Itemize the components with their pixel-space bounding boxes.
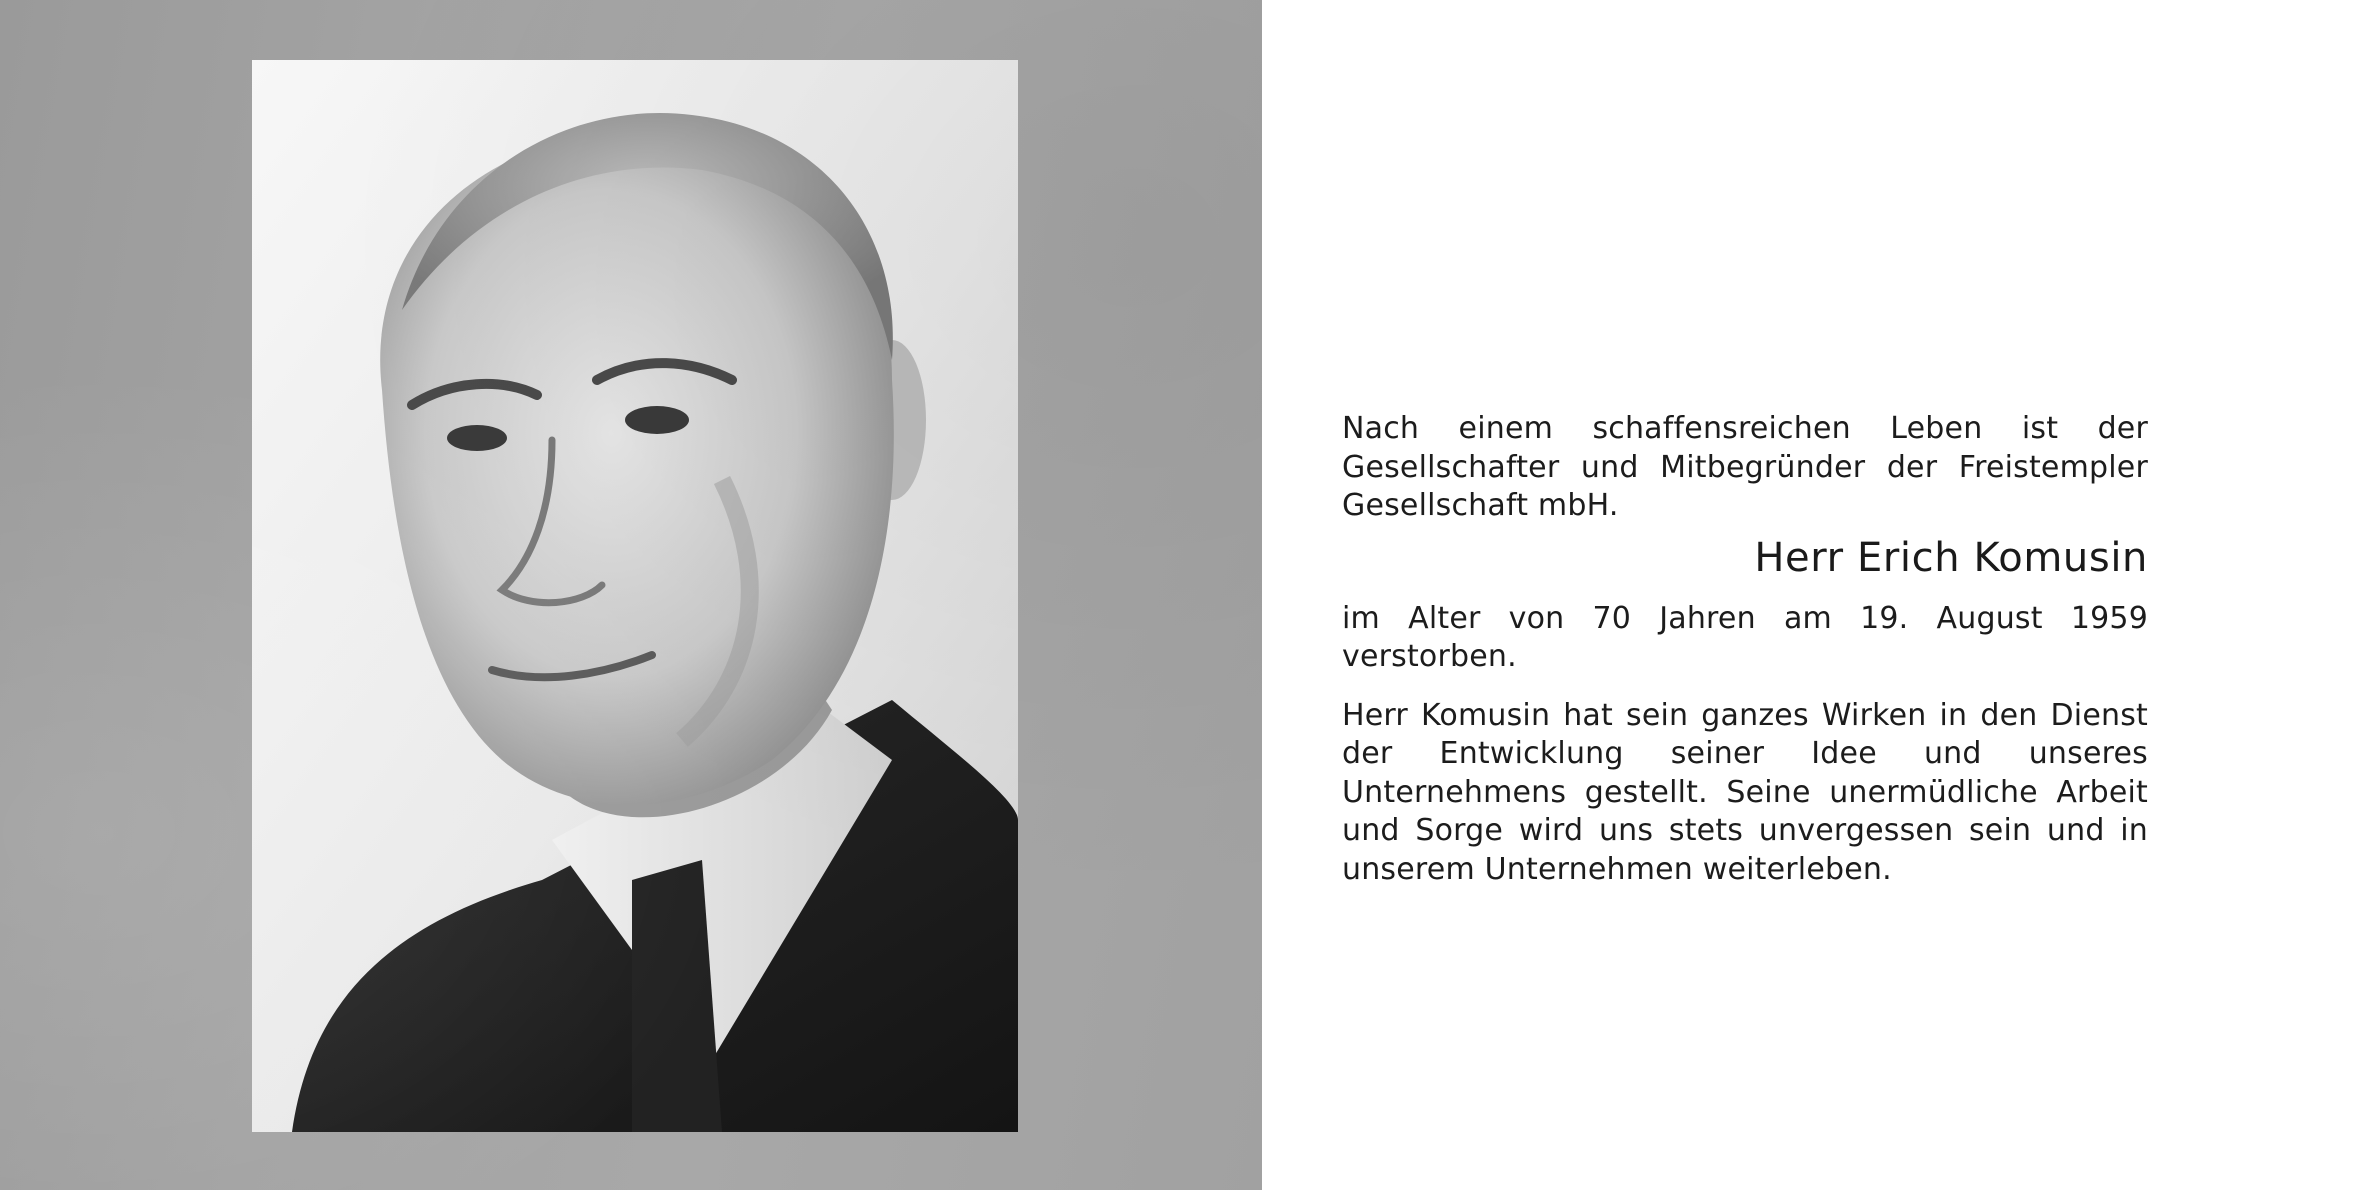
portrait-photo-icon [252,60,1018,1132]
obituary-text [1342,410,2148,889]
tribute-paragraph: Herr Komusin hat sein ganzes Wirken in den Dienst der Entwicklung seiner Idee und unseres Unternehmens gestellt. Seine unermüdliche Arbeit und Sorge wird uns stets unvergessen sein und in unserem Unternehmen weiterleben. [1342,697,2148,887]
age-paragraph: im Alter von 70 Jahren am 19. August 1959 verstorben. [1342,600,2148,674]
intro-paragraph: Nach einem schaffensreichen Leben ist der Gesellschafter und Mitbegründer der Freistempler Gesellschaft mbH. [1342,411,2148,523]
portrait-photo [252,60,1018,1132]
deceased-name: Herr Erich Komusin [1754,534,2148,581]
